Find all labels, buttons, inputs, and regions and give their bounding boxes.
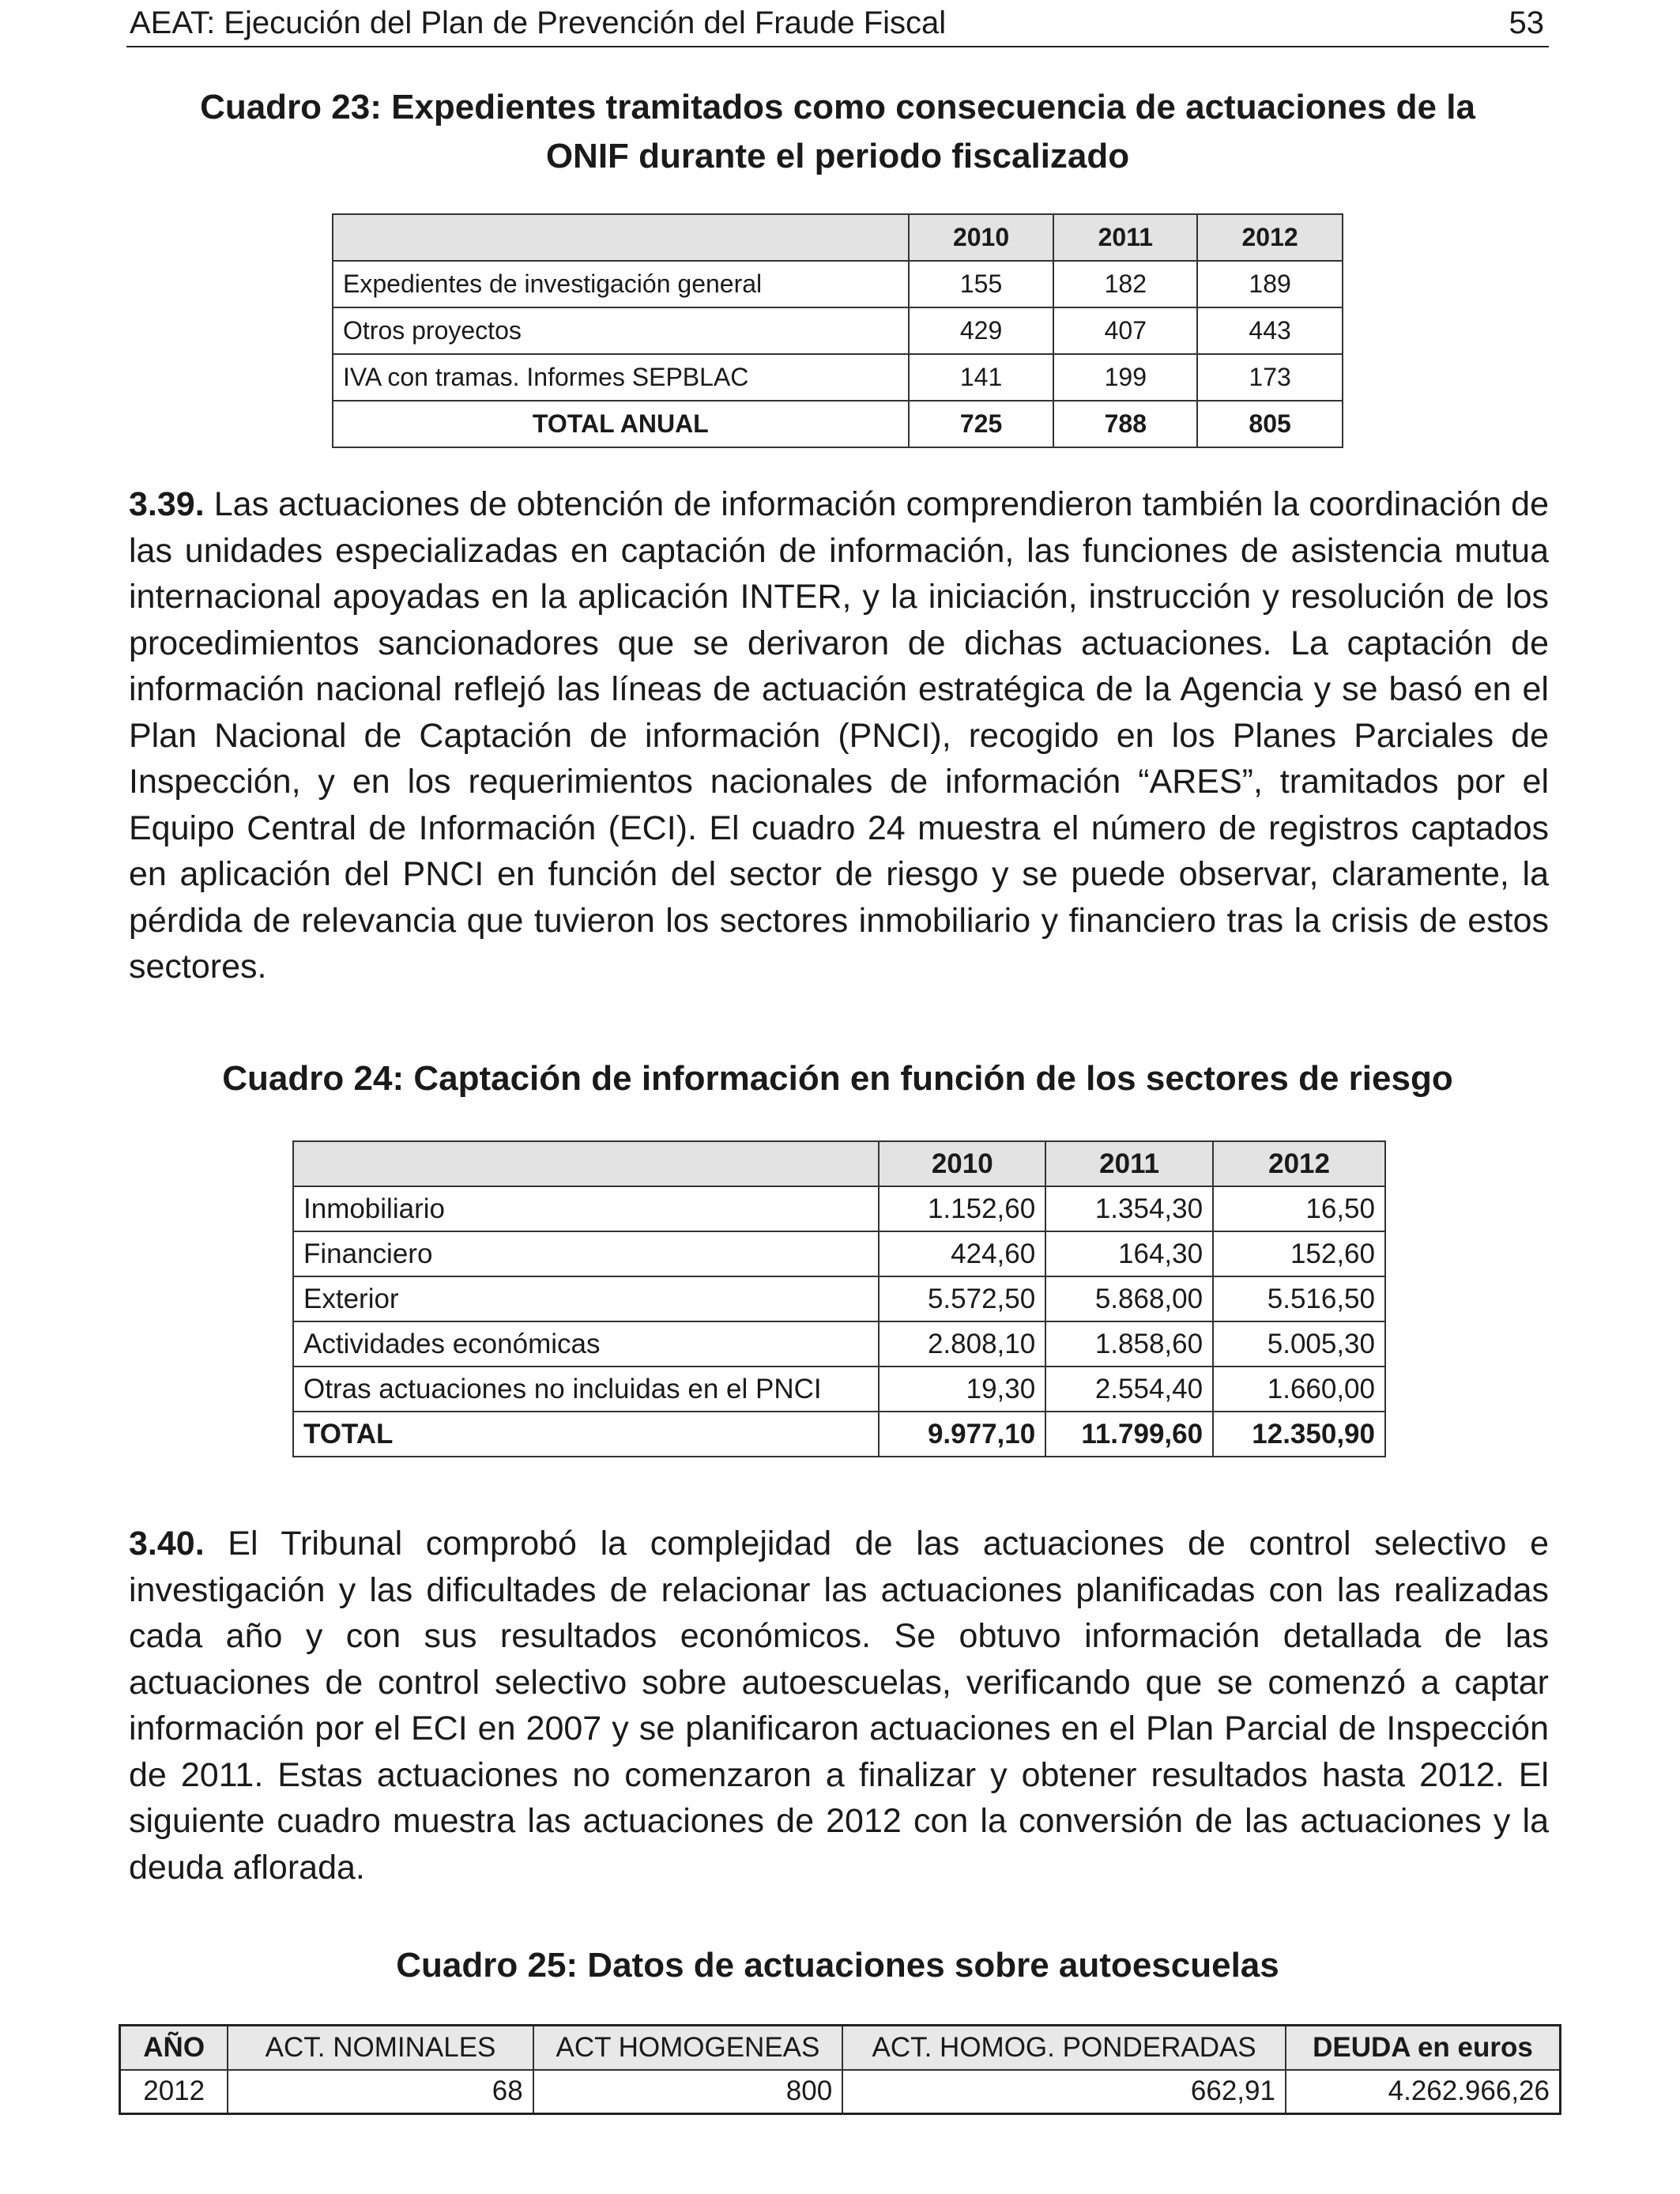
cell-value: 1.152,60 (879, 1186, 1045, 1231)
cell-value: 407 (1053, 307, 1197, 354)
cell-value: 5.572,50 (879, 1276, 1045, 1321)
cell-value: 199 (1053, 354, 1197, 401)
running-header (126, 0, 1549, 47)
column-header: 2010 (909, 214, 1054, 261)
cell-value: 4.262.966,26 (1286, 2070, 1561, 2114)
table-row (293, 1321, 1385, 1367)
cell-value: 189 (1197, 261, 1343, 307)
row-label: Actividades económicas (293, 1321, 879, 1367)
cuadro23-caption-line2: ONIF durante el periodo fiscalizado (545, 137, 1130, 175)
cell-value: 5.868,00 (1045, 1276, 1213, 1321)
row-label: Otras actuaciones no incluidas en el PNCI (293, 1367, 879, 1412)
cell-value: 1.858,60 (1045, 1321, 1213, 1367)
total-value: 9.977,10 (879, 1412, 1045, 1457)
header-blank-cell (333, 214, 909, 261)
table-header-row (293, 1141, 1385, 1186)
cell-value: 443 (1197, 307, 1343, 354)
column-header: 2011 (1053, 214, 1197, 261)
column-header: 2012 (1197, 214, 1343, 261)
row-label: Otros proyectos (333, 307, 909, 354)
cell-value: 2.808,10 (879, 1321, 1045, 1367)
cell-value: 800 (533, 2070, 843, 2114)
cell-value: 5.005,30 (1213, 1321, 1385, 1367)
cell-value: 424,60 (879, 1231, 1045, 1276)
table-row (120, 2070, 1561, 2114)
total-value: 11.799,60 (1045, 1412, 1213, 1457)
cell-value: 2012 (120, 2070, 228, 2114)
row-label: Expedientes de investigación general (333, 261, 909, 307)
cuadro25-caption: Cuadro 25: Datos de actuaciones sobre autoescuelas (396, 1946, 1279, 1985)
column-header: 2011 (1045, 1141, 1213, 1186)
total-label: TOTAL ANUAL (333, 401, 909, 447)
page-number: 53 (1509, 6, 1544, 40)
table-row (333, 261, 1343, 307)
paragraph-3-39 (129, 481, 1549, 990)
total-value: 12.350,90 (1213, 1412, 1385, 1457)
column-header: AÑO (120, 2026, 228, 2070)
cell-value: 164,30 (1045, 1231, 1213, 1276)
header-title: AEAT: Ejecución del Plan de Prevención del Fraude Fiscal (130, 6, 947, 40)
cell-value: 173 (1197, 354, 1343, 401)
table-header-row (333, 214, 1343, 261)
total-value: 788 (1053, 401, 1197, 447)
cuadro24-table (292, 1140, 1386, 1457)
column-header: DEUDA en euros (1286, 2026, 1561, 2070)
cell-value: 182 (1053, 261, 1197, 307)
row-label: IVA con tramas. Informes SEPBLAC (333, 354, 909, 401)
cell-value: 152,60 (1213, 1231, 1385, 1276)
cell-value: 68 (228, 2070, 533, 2114)
cell-value: 2.554,40 (1045, 1367, 1213, 1412)
cell-value: 662,91 (842, 2070, 1286, 2114)
row-label: Financiero (293, 1231, 879, 1276)
cell-value: 1.354,30 (1045, 1186, 1213, 1231)
cuadro24-caption: Cuadro 24: Captación de información en función de los sectores de riesgo (222, 1059, 1453, 1098)
header-blank-cell (293, 1141, 879, 1186)
total-label: TOTAL (293, 1412, 879, 1457)
column-header: ACT. HOMOG. PONDERADAS (842, 2026, 1286, 2070)
total-value: 725 (909, 401, 1054, 447)
paragraph-text: El Tribunal comprobó la complejidad de las actuaciones de control selectivo e investigación y las dificultades de relacionar las actuaciones planificadas con las realizadas cada año y con sus resultados económicos. Se obtuvo información detallada de las actuaciones de control selectivo sobre autoescuelas, verificando que se comenzó a captar información por el ECI en 2007 y se planificaron actuaciones en el Plan Parcial de Inspección de 2011. Estas actuaciones no comenzaron a finalizar y obtener resultados hasta 2012. El siguiente cuadro muestra las actuaciones de 2012 con la conversión de las actuaciones y la deuda aflorada. (129, 1525, 1549, 1887)
table-row (293, 1231, 1385, 1276)
cuadro23-caption (126, 83, 1549, 181)
table-row (293, 1186, 1385, 1231)
paragraph-number: 3.40. (129, 1525, 205, 1563)
total-row (293, 1412, 1385, 1457)
cell-value: 16,50 (1213, 1186, 1385, 1231)
table-header-row (120, 2026, 1561, 2070)
cell-value: 5.516,50 (1213, 1276, 1385, 1321)
row-label: Exterior (293, 1276, 879, 1321)
table-row (293, 1367, 1385, 1412)
total-row (333, 401, 1343, 447)
cell-value: 1.660,00 (1213, 1367, 1385, 1412)
column-header: ACT. NOMINALES (228, 2026, 533, 2070)
cell-value: 141 (909, 354, 1054, 401)
cuadro25-table (119, 2024, 1561, 2115)
row-label: Inmobiliario (293, 1186, 879, 1231)
table-row (333, 354, 1343, 401)
cuadro23-table (332, 213, 1343, 448)
column-header: ACT HOMOGENEAS (533, 2026, 843, 2070)
cell-value: 155 (909, 261, 1054, 307)
total-value: 805 (1197, 401, 1343, 447)
column-header: 2012 (1213, 1141, 1385, 1186)
table-row (293, 1276, 1385, 1321)
cell-value: 19,30 (879, 1367, 1045, 1412)
paragraph-number: 3.39. (129, 485, 205, 523)
cell-value: 429 (909, 307, 1054, 354)
paragraph-text: Las actuaciones de obtención de información comprendieron también la coordinación de las unidades especializadas en captación de información, las funciones de asistencia mutua internacional apoyadas en la aplicación INTER, y la iniciación, instrucción y resolución de los procedimientos sancionadores que se derivaron de dichas actuaciones. La captación de información nacional reflejó las líneas de actuación estratégica de la Agencia y se basó en el Plan Nacional de Captación de información (PNCI), recogido en los Planes Parciales de Inspección, y en los requerimientos nacionales de información “ARES”, tramitados por el Equipo Central de Información (ECI). El cuadro 24 muestra el número de registros captados en aplicación del PNCI en función del sector de riesgo y se puede observar, claramente, la pérdida de relevancia que tuvieron los sectores inmobiliario y financiero tras la crisis de estos sectores. (129, 485, 1549, 986)
table-row (333, 307, 1343, 354)
cuadro23-caption-line1: Cuadro 23: Expedientes tramitados como consecuencia de actuaciones de la (200, 88, 1475, 126)
paragraph-3-40 (129, 1521, 1549, 1891)
column-header: 2010 (879, 1141, 1045, 1186)
